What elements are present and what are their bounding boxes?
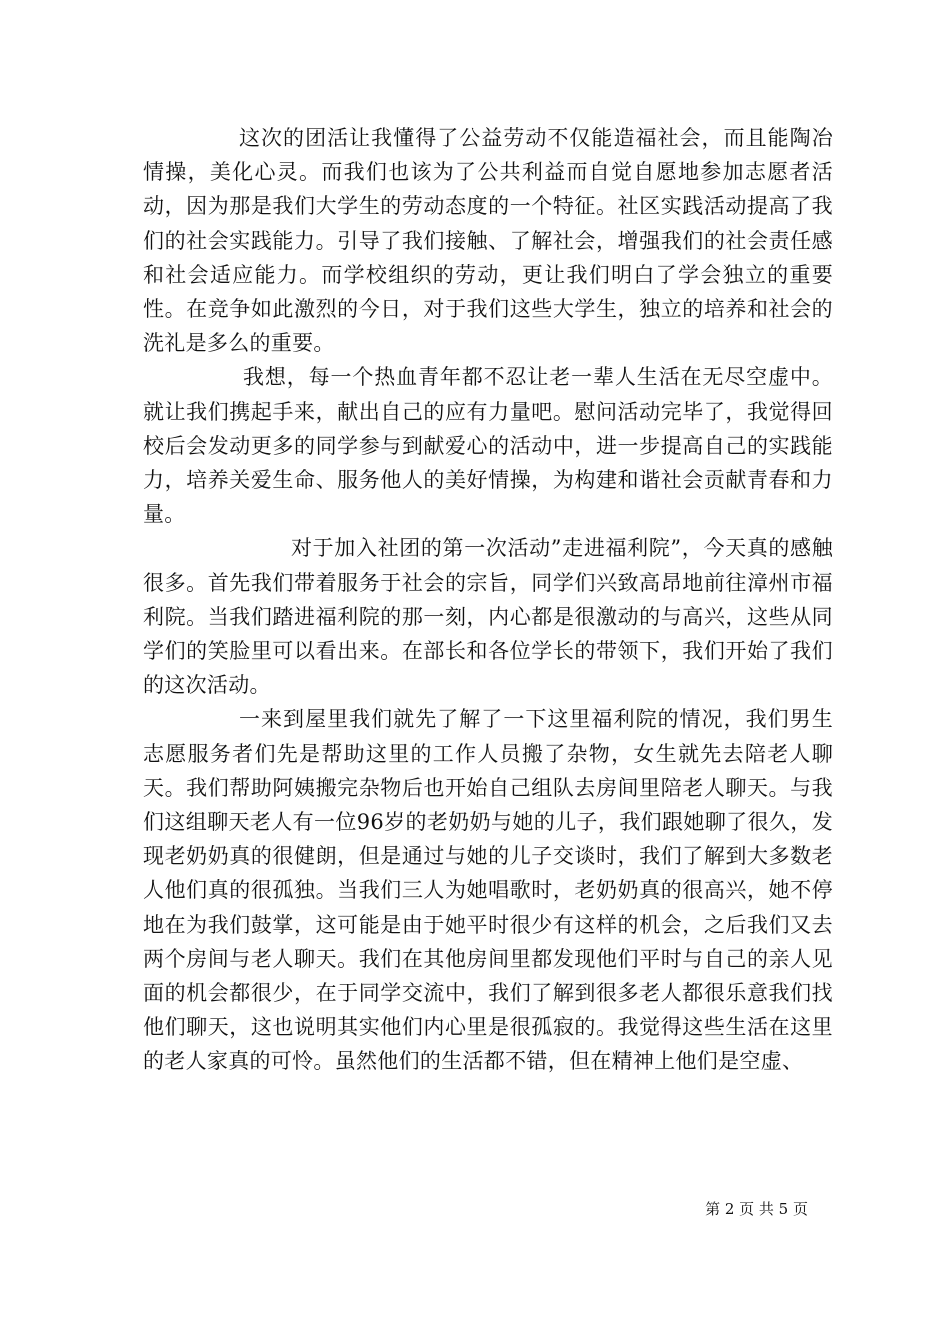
paragraph-4: 一来到屋里我们就先了解了一下这里福利院的情况，我们男生志愿服务者们先是帮助这里的工作人员搬了杂物，女生就先去陪老人聊天。我们帮助阿姨搬完杂物后也开始自己组队去房间里陪老人聊天。与我们这组聊天老人有一位96岁的老奶奶与她的儿子，我们跟她聊了很久，发现老奶奶真的很健朗，但是通过与她的儿子交谈时，我们了解到大多数老人他们真的很孤独。当我们三人为她唱歌时，老奶奶真的很高兴，她不停地在为我们鼓掌，这可能是由于她平时很少有这样的机会，之后我们又去两个房间与老人聊天。我们在其他房间里都发现他们平时与自己的亲人见面的机会都很少，在于同学交流中，我们了解到很多老人都很乐意我们找他们聊天，这也说明其实他们内心里是很孤寂的。我觉得这些生活在这里的老人家真的可怜。虽然他们的生活都不错，但在精神上他们是空虚、 bbox=[143, 707, 833, 1074]
paragraph-1: 这次的团活让我懂得了公益劳动不仅能造福社会，而且能陶冶情操，美化心灵。而我们也该为了公共利益而自觉自愿地参加志愿者活动，因为那是我们大学生的劳动态度的一个特征。社区实践活动提高了我们的社会实践能力。引导了我们接触、了解社会，增强我们的社会责任感和社会适应能力。而学校组织的劳动，更让我们明白了学会独立的重要性。在竞争如此激烈的今日，对于我们这些大学生，独立的培养和社会的洗礼是多么的重要。 bbox=[143, 126, 833, 356]
page-number-footer: 第 2 页 共 5 页 bbox=[705, 1200, 808, 1218]
document-body bbox=[143, 121, 833, 1079]
paragraph-2: 我想，每一个热血青年都不忍让老一辈人生活在无尽空虚中。就让我们携起手来，献出自己的应有力量吧。慰问活动完毕了，我觉得回校后会发动更多的同学参与到献爱心的活动中，进一步提高自己的实践能力，培养关爱生命、服务他人的美好情操，为构建和谐社会贡献青春和力量。 bbox=[143, 365, 833, 527]
paragraph-3: 对于加入社团的第一次活动”走进福利院”，今天真的感触很多。首先我们带着服务于社会的宗旨，同学们兴致高昂地前往漳州市福利院。当我们踏进福利院的那一刻，内心都是很激动的与高兴，这些从同学们的笑脸里可以看出来。在部长和各位学长的带领下，我们开始了我们的这次活动。 bbox=[143, 536, 833, 698]
